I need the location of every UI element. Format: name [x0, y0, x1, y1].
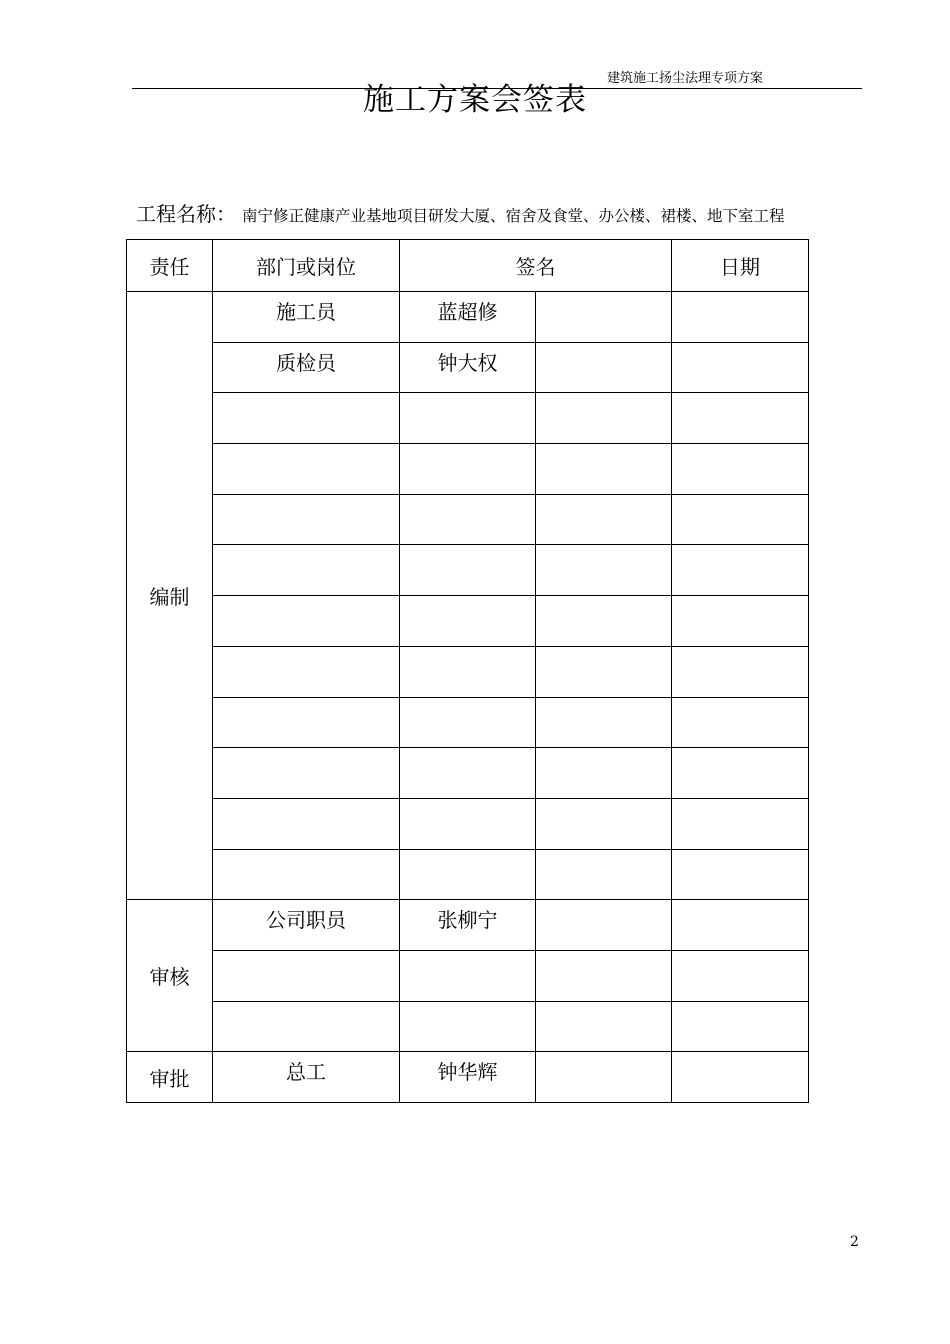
date-cell: [672, 494, 809, 545]
table-row: [127, 494, 809, 545]
table-row: [127, 798, 809, 849]
page-title: 施工方案会签表: [363, 82, 587, 118]
table-row: [127, 342, 809, 393]
dept-cell: [213, 950, 400, 1001]
date-cell: [672, 342, 809, 393]
name-cell: [400, 444, 536, 495]
name-cell: [400, 849, 536, 900]
signature-cell: [536, 596, 672, 647]
date-cell: [672, 596, 809, 647]
date-cell: [672, 292, 809, 343]
date-cell: [672, 1052, 809, 1103]
dept-cell: [213, 748, 400, 799]
dept-text: 公司职员: [266, 908, 346, 933]
table-row: [127, 292, 809, 343]
table-row: [127, 697, 809, 748]
dept-text: 施工员: [276, 300, 336, 324]
date-cell: [672, 950, 809, 1001]
table-header-row: [127, 240, 809, 292]
signature-cell: [536, 1052, 672, 1103]
name-cell: [400, 494, 536, 545]
dept-cell: [213, 393, 400, 444]
table-row: [127, 393, 809, 444]
dept-cell: [213, 798, 400, 849]
name-cell: [400, 1001, 536, 1052]
signature-cell: [536, 545, 672, 596]
running-header: 建筑施工扬尘法理专项方案: [607, 71, 764, 86]
name-text: 蓝超修: [437, 300, 498, 324]
signature-cell: [536, 900, 672, 951]
name-cell: [400, 798, 536, 849]
dept-cell: [213, 1001, 400, 1052]
name-cell: [400, 697, 536, 748]
date-cell: [672, 545, 809, 596]
name-cell: [400, 342, 536, 393]
dept-cell: [213, 292, 400, 343]
table-row: [127, 950, 809, 1001]
header-dept: 部门或岗位: [213, 240, 400, 292]
signature-cell: [536, 748, 672, 799]
role-review: 审核: [127, 900, 213, 1052]
dept-cell: [213, 342, 400, 393]
date-cell: [672, 849, 809, 900]
table-row: [127, 646, 809, 697]
name-text: 张柳宁: [437, 908, 498, 933]
signature-cell: [536, 697, 672, 748]
name-text: 钟大权: [437, 350, 498, 375]
dept-cell: [213, 494, 400, 545]
signature-cell: [536, 849, 672, 900]
header-signature: 签名: [400, 240, 672, 292]
signature-cell: [536, 494, 672, 545]
name-cell: [400, 596, 536, 647]
name-cell: [400, 646, 536, 697]
name-cell: [400, 1052, 536, 1103]
name-cell: [400, 748, 536, 799]
table-row: [127, 1052, 809, 1103]
signature-cell: [536, 292, 672, 343]
dept-cell: [213, 444, 400, 495]
page-number: 2: [850, 1234, 859, 1250]
table-row: [127, 849, 809, 900]
name-cell: [400, 292, 536, 343]
project-name-label: 工程名称：: [136, 202, 236, 226]
signature-cell: [536, 444, 672, 495]
dept-cell: [213, 900, 400, 951]
header-date: 日期: [672, 240, 809, 292]
date-cell: [672, 900, 809, 951]
signature-cell: [536, 342, 672, 393]
date-cell: [672, 798, 809, 849]
signature-cell: [536, 393, 672, 444]
name-cell: [400, 545, 536, 596]
name-cell: [400, 950, 536, 1001]
date-cell: [672, 393, 809, 444]
table-row: [127, 545, 809, 596]
date-cell: [672, 444, 809, 495]
name-cell: [400, 900, 536, 951]
date-cell: [672, 646, 809, 697]
table-row: [127, 900, 809, 951]
signature-cell: [536, 1001, 672, 1052]
signature-cell: [536, 646, 672, 697]
project-name-line: [136, 198, 785, 227]
dept-cell: [213, 596, 400, 647]
dept-cell: [213, 646, 400, 697]
dept-cell: [213, 849, 400, 900]
project-name-value: 南宁修正健康产业基地项目研发大厦、宿舍及食堂、办公楼、裙楼、地下室工程: [242, 207, 785, 225]
table-row: [127, 596, 809, 647]
table-row: [127, 444, 809, 495]
dept-cell: [213, 545, 400, 596]
name-cell: [400, 393, 536, 444]
dept-text: 质检员: [276, 350, 336, 375]
role-approve: 审批: [127, 1052, 213, 1103]
signoff-table: [126, 239, 809, 1103]
header-role: 责任: [127, 240, 213, 292]
role-compile: 编制: [127, 292, 213, 900]
name-text: 钟华辉: [437, 1060, 498, 1085]
dept-text: 总工: [286, 1060, 326, 1085]
signature-cell: [536, 798, 672, 849]
table-row: [127, 1001, 809, 1052]
date-cell: [672, 697, 809, 748]
dept-cell: [213, 697, 400, 748]
dept-cell: [213, 1052, 400, 1103]
signature-cell: [536, 950, 672, 1001]
date-cell: [672, 748, 809, 799]
date-cell: [672, 1001, 809, 1052]
table-row: [127, 748, 809, 799]
